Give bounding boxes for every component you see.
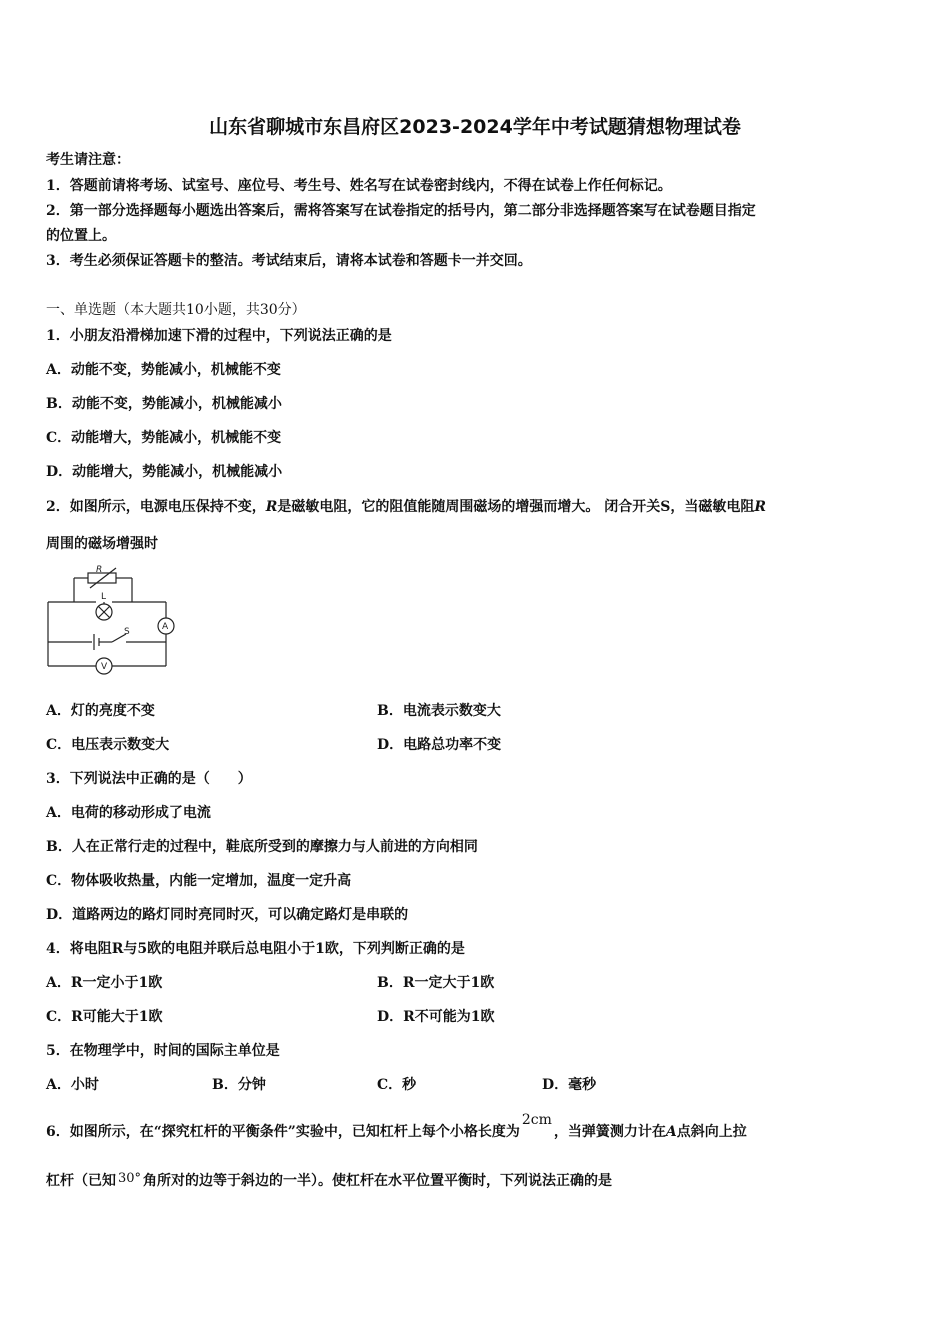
q2-option-d: D．电路总功率不变 — [377, 737, 502, 753]
q4-stem: 4．将电阻R与5欧的电阻并联后总电阻小于1欧，下列判断正确的是 — [46, 941, 465, 957]
notice-item: 2．第一部分选择题每小题选出答案后，需将答案写在试卷指定的括号内，第二部分非选择题答案写在试卷题目指定 — [46, 203, 756, 219]
q2-option-a: A．灯的亮度不变 — [46, 703, 155, 719]
section-heading: 一、单选题（本大题共10小题，共30分） — [46, 302, 306, 318]
q5-option-b: B．分钟 — [212, 1077, 266, 1093]
q5-option-a: A．小时 — [46, 1077, 99, 1093]
circuit-label-a: A — [162, 622, 169, 632]
q3-option-d: D．道路两边的路灯同时亮同时灭，可以确定路灯是串联的 — [46, 907, 409, 923]
q3-option-b: B．人在正常行走的过程中，鞋底所受到的摩擦力与人前进的方向相同 — [46, 839, 478, 855]
q6-unit: 2cm — [521, 1112, 552, 1128]
q6-angle: 30° — [118, 1171, 142, 1186]
q5-stem: 5．在物理学中，时间的国际主单位是 — [46, 1043, 280, 1059]
q4-option-c: C．R可能大于1欧 — [46, 1009, 163, 1025]
circuit-diagram — [44, 564, 179, 676]
q4-option-b: B．R一定大于1欧 — [377, 975, 495, 991]
q6-stem-line2: 杠杆（已知 30° 角所对的边等于斜边的一半）。使杠杆在水平位置平衡时，下列说法正确的是 — [46, 1171, 613, 1189]
q4-option-a: A．R一定小于1欧 — [46, 975, 163, 991]
page-title: 山东省聊城市东昌府区2023-2024学年中考试题猜想物理试卷 — [209, 116, 741, 138]
circuit-label-s: S — [124, 627, 130, 637]
notice-item: 1．答题前请将考场、试室号、座位号、考生号、姓名写在试卷密封线内，不得在试卷上作任何标记。 — [46, 178, 672, 194]
q5-option-d: D．毫秒 — [542, 1077, 597, 1093]
circuit-label-l: L — [101, 592, 107, 602]
notice-heading: 考生请注意： — [46, 152, 130, 168]
circuit-label-v: V — [101, 662, 108, 672]
q4-option-d: D．R不可能为1欧 — [377, 1009, 495, 1025]
q1-option-a: A．动能不变，势能减小，机械能不变 — [46, 362, 281, 378]
notice-item: 的位置上。 — [46, 228, 116, 244]
q2-stem-line2: 周围的磁场增强时 — [46, 536, 158, 552]
q6-stem: 6．如图所示，在“探究杠杆的平衡条件”实验中，已知杠杆上每个小格长度为2cm，当弹簧测力计在A点斜向上拉 — [46, 1112, 747, 1140]
q3-option-c: C．物体吸收热量，内能一定增加，温度一定升高 — [46, 873, 352, 889]
q3-option-a: A．电荷的移动形成了电流 — [46, 805, 211, 821]
q1-option-c: C．动能增大，势能减小，机械能不变 — [46, 430, 282, 446]
q2-option-c: C．电压表示数变大 — [46, 737, 170, 753]
notice-item: 3．考生必须保证答题卡的整洁。考试结束后，请将本试卷和答题卡一并交回。 — [46, 253, 532, 269]
q2-option-b: B．电流表示数变大 — [377, 703, 501, 719]
q5-option-c: C．秒 — [377, 1077, 417, 1093]
q1-stem: 1．小朋友沿滑梯加速下滑的过程中，下列说法正确的是 — [46, 328, 392, 344]
circuit-label-r: R — [96, 565, 103, 575]
q3-stem: 3．下列说法中正确的是（ ） — [46, 771, 252, 787]
q1-option-d: D．动能增大，势能减小，机械能减小 — [46, 464, 283, 480]
q1-option-b: B．动能不变，势能减小，机械能减小 — [46, 396, 282, 412]
q2-stem: 2．如图所示，电源电压保持不变，R是磁敏电阻，它的阻值能随周围磁场的增强而增大。 闭合开关S，当磁敏电阻R — [46, 499, 767, 515]
